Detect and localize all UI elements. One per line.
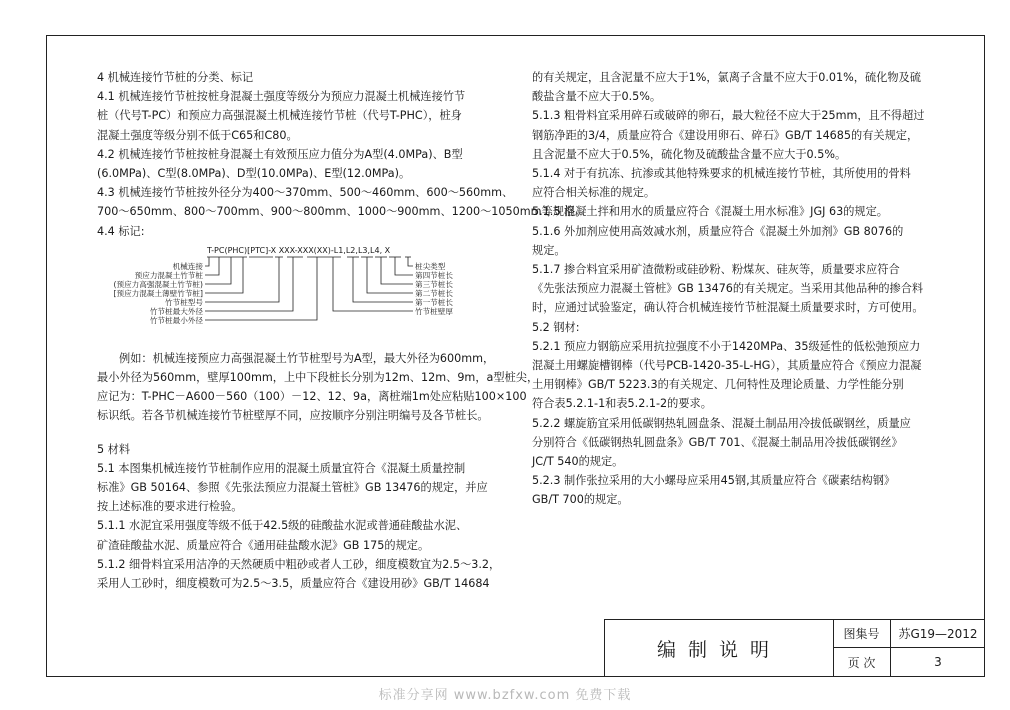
diagram-label-right: 竹节桩壁厚 [415, 306, 453, 316]
diagram-label-right: 第四节桩长 [415, 270, 453, 280]
diagram-label-left: 竹节桩型号 [165, 297, 203, 307]
example-paragraph: 例如：机械连接预应力高强混凝土竹节桩型号为A型，最大外径为600mm， [119, 351, 495, 365]
diagram-label-right: 桩尖类型 [415, 261, 446, 271]
diagram-label-right: 第二节桩长 [415, 288, 453, 298]
right-line: 时，应通过试验鉴定，确认符合机械连接竹节桩混凝土质量要求时，方可使用。 [532, 301, 924, 315]
diagram-label-left: 竹节桩最大外径 [149, 306, 203, 316]
paragraph-4-2-cont: (6.0MPa)、C型(8.0MPa)、D型(10.0MPa)、E型(12.0MPa)。 [97, 167, 411, 181]
example-paragraph-cont: 应记为：T-PHC－A600－560（100）－12、12、9a，离桩端1m处应粘贴100×100 [97, 390, 527, 404]
right-line: 5.2.2 螺旋筋宜采用低碳钢热轧圆盘条、混凝土制品用冷拔低碳钢丝，质量应 [532, 416, 911, 430]
right-line: 土用钢棒》GB/T 5223.3的有关规定、几何特性及理论质量、力学性能分别 [532, 378, 904, 392]
paragraph-5-1-1: 5.1.1 水泥宜采用强度等级不低于42.5级的硅酸盐水泥或普通硅酸盐水泥、 [97, 519, 468, 533]
right-line: 《先张法预应力混凝土管桩》GB 13476的有关规定。当采用其他品种的掺合料 [532, 282, 924, 296]
right-line: 规定。 [532, 243, 566, 257]
right-line: 符合表5.2.1-1和表5.2.1-2的要求。 [532, 397, 712, 411]
right-line: 5.2.3 制作张拉采用的大小螺母应采用45钢,其质量应符合《碳素结构钢》 [532, 474, 896, 488]
right-line: 钢筋净距的3/4，质量应符合《建设用卵石、碎石》GB/T 14685的有关规定， [532, 128, 919, 142]
right-line: 5.1.4 对于有抗冻、抗渗或其他特殊要求的机械连接竹节桩，其所使用的骨料 [532, 167, 911, 181]
example-paragraph-cont: 最小外径为560mm，壁厚100mm，上中下段桩长分别为12m、12m、9m，a型桩尖， [97, 371, 539, 385]
paragraph-5-1-cont: 按上述标准的要求进行检验。 [97, 500, 243, 514]
right-line: 5.1.3 粗骨料宜采用碎石或破碎的卵石，最大粒径不应大于25mm，且不得超过 [532, 109, 925, 123]
paragraph-4-1: 4.1 机械连接竹节桩按桩身混凝土强度等级分为预应力混凝土机械连接竹节 [97, 90, 466, 104]
paragraph-5-1-cont: 标准》GB 50164、参照《先张法预应力混凝土管桩》GB 13476的规定，并应 [97, 481, 488, 495]
watermark: 标准分享网 www.bzfxw.com 免费下载 [378, 688, 632, 703]
section-4-title: 4 机械连接竹节桩的分类、标记 [97, 71, 254, 84]
paragraph-4-1-cont: 混凝土强度等级分别不低于C65和C80。 [97, 128, 298, 142]
right-line: 5.2 钢材: [532, 320, 580, 334]
section-5-title: 5 材料 [97, 442, 131, 456]
paragraph-5-1-1-cont: 矿渣硅酸盐水泥、质量应符合《通用硅盐酸水泥》GB 175的规定。 [97, 538, 430, 552]
right-line: 5.1.6 外加剂应使用高效减水剂，质量应符合《混凝土外加剂》GB 8076的 [532, 224, 904, 238]
diagram-label-left: 预应力混凝土竹节桩 [134, 270, 203, 280]
paragraph-5-1: 5.1 本图集机械连接竹节桩制作应用的混凝土质量宜符合《混凝土质量控制 [97, 461, 466, 475]
paragraph-4-3-cont: 700～650mm、800～700mm、900～800mm、1000～900mm、1200～1050mm等规格。 [97, 205, 587, 219]
right-line: 5.1.7 掺合料宜采用矿渣微粉或硅砂粉、粉煤灰、硅灰等，质量要求应符合 [532, 263, 900, 277]
right-line: 5.1.5 混凝土拌和用水的质量应符合《混凝土用水标准》JGJ 63的规定。 [532, 205, 888, 219]
right-line: 应符合相关标准的规定。 [532, 186, 656, 200]
diagram-label-left: [预应力混凝土薄壁竹节桩] [113, 288, 203, 298]
atlas-number-label: 图集号 [833, 620, 891, 648]
right-line: 的有关规定，且含泥量不应大于1%，氯离子含量不应大于0.01%，硫化物及硫 [532, 71, 921, 84]
right-line: 且含泥量不应大于0.5%，硫化物及硫酸盐含量不应大于0.5%。 [532, 147, 847, 161]
diagram-label-right: 第一节桩长 [415, 297, 453, 307]
paragraph-4-1-cont: 桩（代号T-PC）和预应力高强混凝土机械连接竹节桩（代号T-PHC），桩身 [97, 109, 462, 123]
diagram-label-left: 竹节桩最小外径 [149, 315, 203, 325]
paragraph-5-1-2: 5.1.2 细骨料宜采用洁净的天然硬质中粗砂或者人工砂，细度模数宜为2.5～3.2， [97, 557, 501, 571]
right-line: 5.2.1 预应力钢筋应采用抗拉强度不小于1420MPa、35级延性的低松弛预应力 [532, 339, 921, 353]
paragraph-4-4: 4.4 标记: [97, 224, 145, 238]
drawing-title: 编制说明 [605, 620, 834, 676]
page-number-value: 3 [934, 655, 942, 669]
paragraph-5-1-2-cont: 采用人工砂时，细度模数可为2.5～3.5，质量应符合《建设用砂》GB/T 14684 [97, 577, 490, 591]
example-paragraph-cont: 标识纸。若各节机械连接竹节桩壁厚不同，应按顺序分别注明编号及各节桩长。 [97, 409, 489, 423]
diagram-label-left: (预应力高强混凝土竹节桩) [113, 279, 203, 289]
diagram-label-left: 机械连接 [172, 261, 203, 271]
right-line: 混凝土用螺旋槽钢棒（代号PCB-1420-35-L-HG），其质量应符合《预应力混凝 [532, 359, 922, 373]
paragraph-4-2: 4.2 机械连接竹节桩按桩身混凝土有效预压应力值分为A型(4.0MPa)、B型 [97, 147, 463, 161]
right-line: JC/T 540的规定。 [532, 455, 624, 469]
atlas-number-value: 苏G19—2012 [891, 620, 985, 648]
marking-diagram [97, 245, 522, 347]
right-line: 分别符合《低碳钢热轧圆盘条》GB/T 701、《混凝土制品用冷拔低碳钢丝》 [532, 435, 903, 449]
page-number-label: 页 次 [833, 648, 891, 676]
right-line: GB/T 700的规定。 [532, 493, 629, 507]
right-line: 酸盐含量不应大于0.5%。 [532, 90, 662, 104]
diagram-label-right: 第三节桩长 [415, 279, 453, 289]
right-column [532, 68, 962, 510]
paragraph-4-3: 4.3 机械连接竹节桩按外径分为400～370mm、500～460mm、600～560mm、 [97, 186, 514, 200]
marking-code: T-PC(PHC)[PTC]-X XXX-XXX(XX)-L1,L2,L3,L4, X [207, 245, 391, 255]
title-block [604, 619, 985, 677]
